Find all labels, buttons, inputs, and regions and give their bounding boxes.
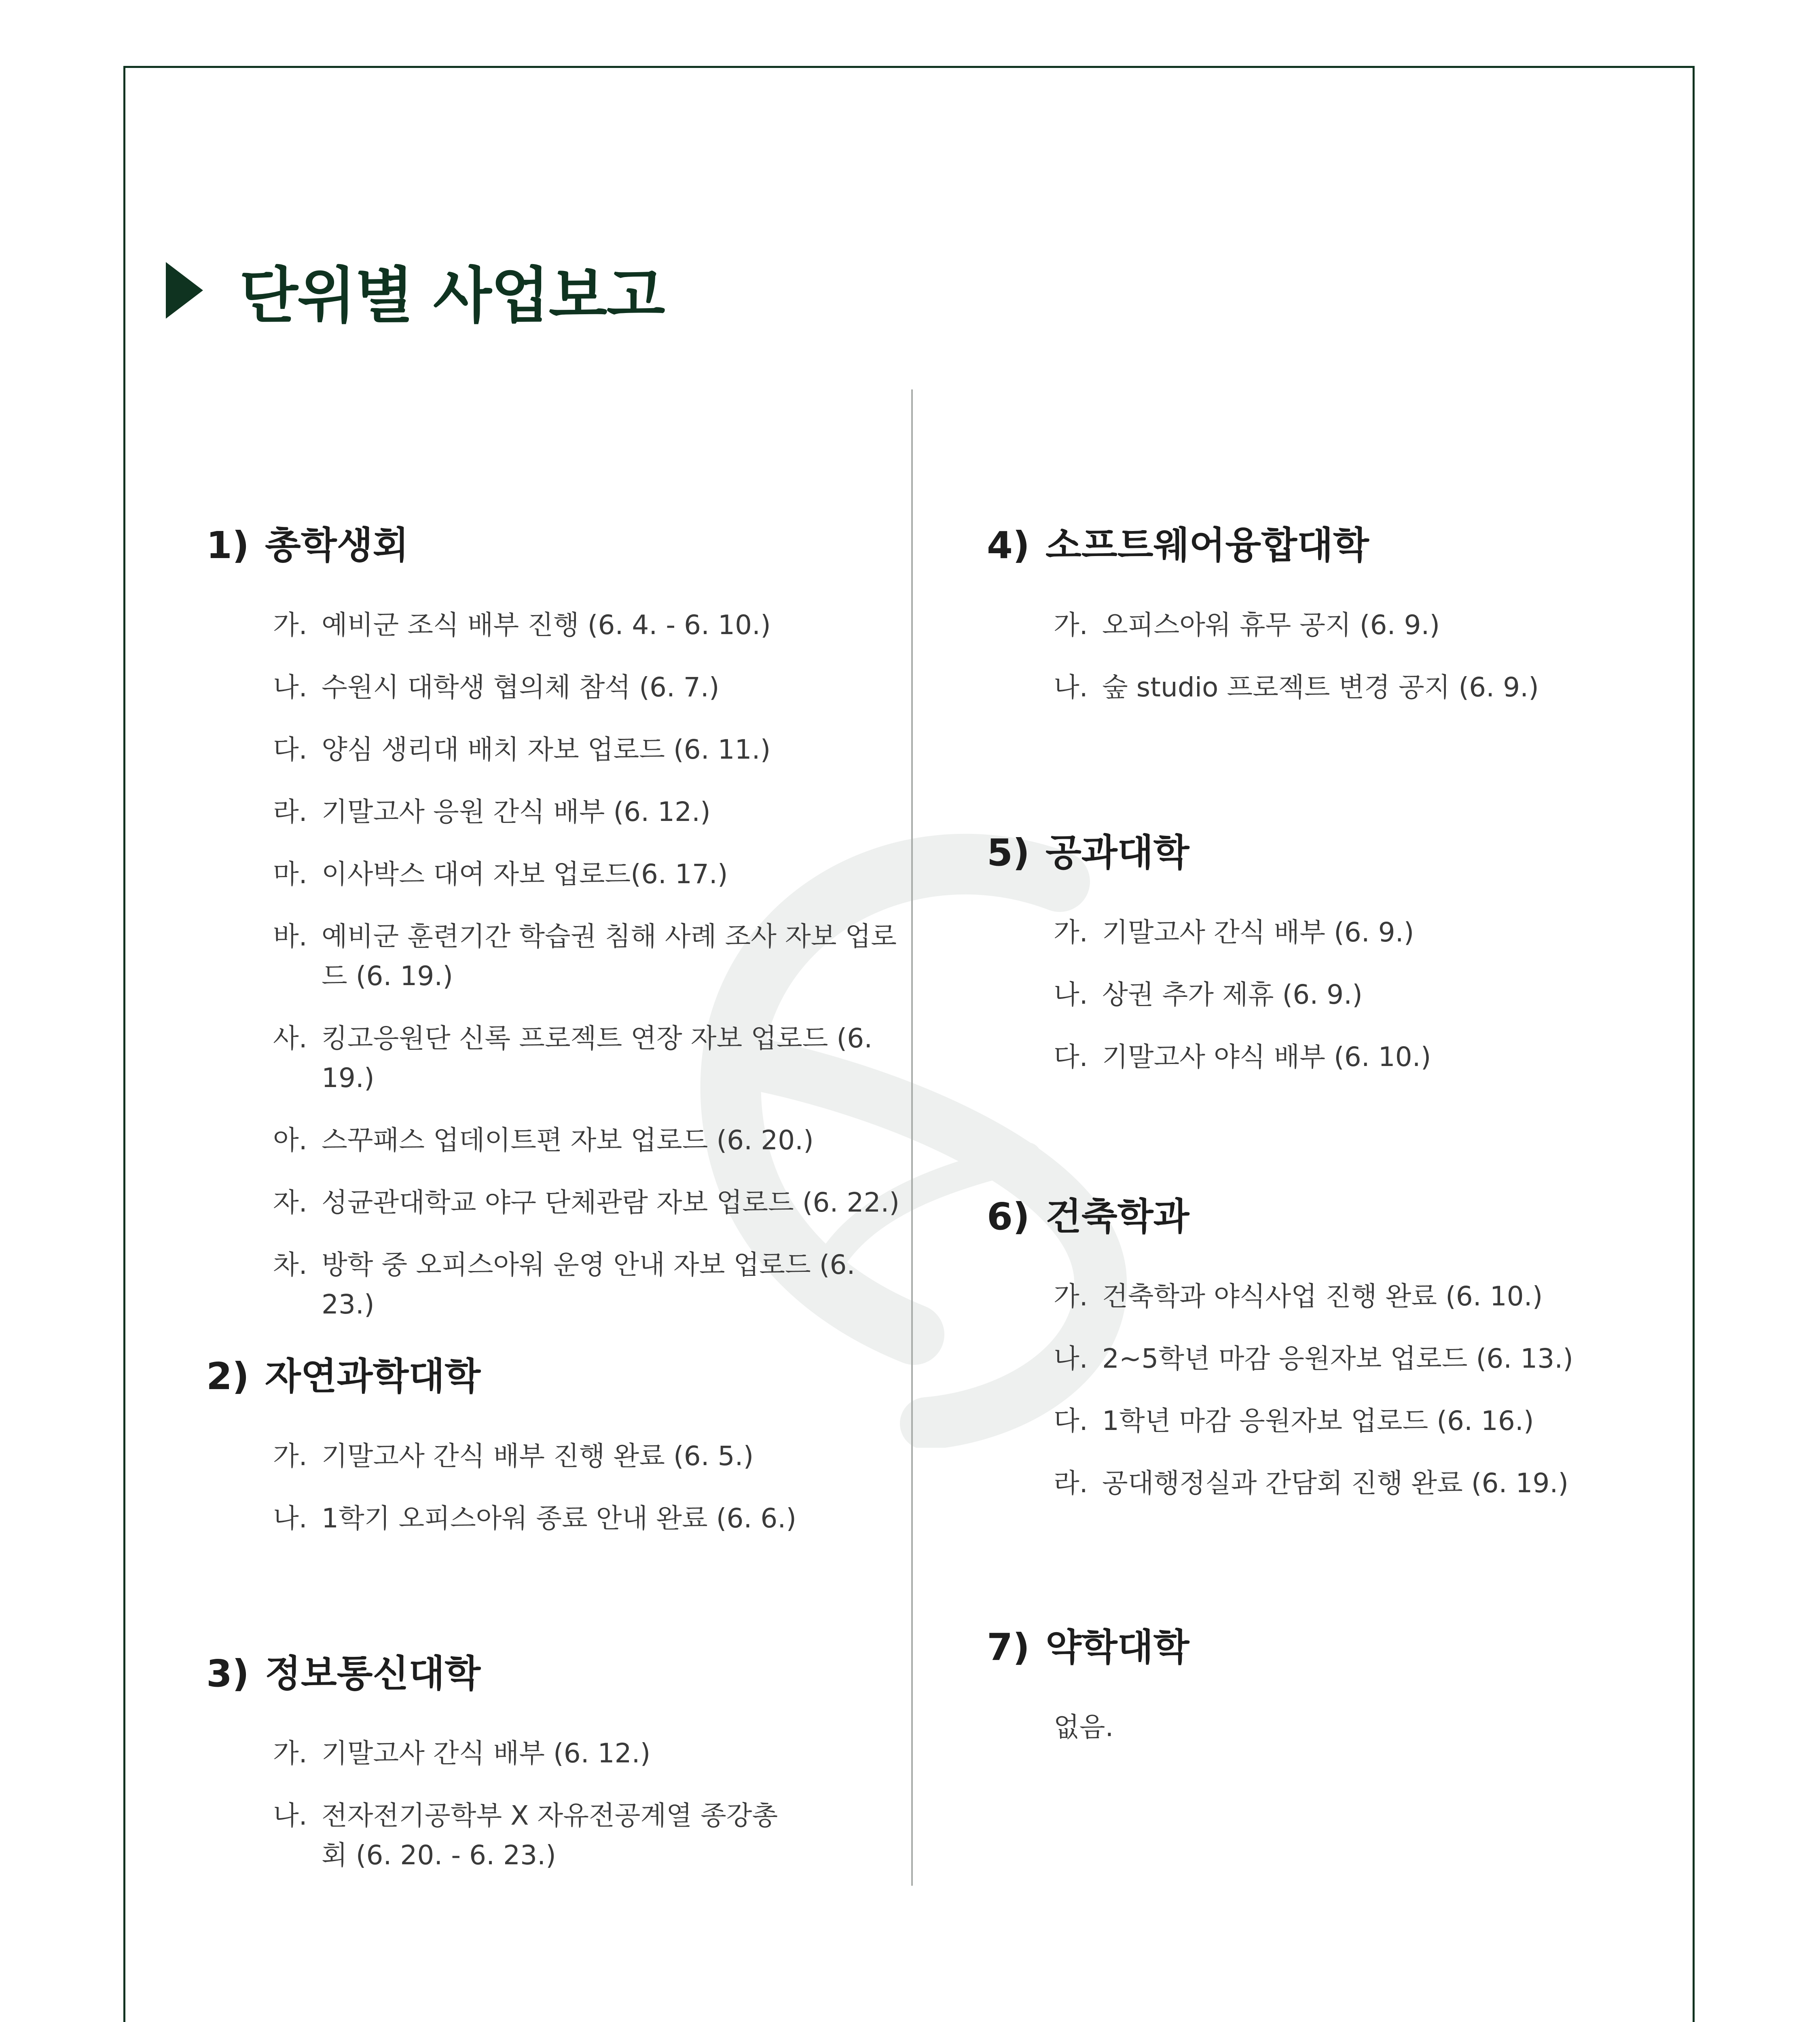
item-text: 킹고응원단 신록 프로젝트 연장 자보 업로드 (6. 19.) [322, 1023, 873, 1093]
section-ict [206, 1644, 906, 1875]
column-divider [911, 389, 913, 1886]
item-text: 전자전기공학부 X 자유전공계열 종강총회 (6. 20. - 6. 23.) [322, 1800, 778, 1871]
section-name: 정보통신대학 [265, 1652, 481, 1695]
section-number: 4) [987, 524, 1030, 567]
item-text: 방학 중 오피스아워 운영 안내 자보 업로드 (6. 23.) [322, 1249, 855, 1320]
section-heading [987, 1618, 1666, 1671]
list-item [1054, 668, 1666, 707]
item-list [273, 605, 906, 1324]
item-marker: 가. [1054, 609, 1088, 641]
list-item [1054, 1037, 1666, 1077]
item-text: 기말고사 간식 배부 (6. 12.) [322, 1738, 651, 1769]
item-list [273, 1734, 799, 1875]
item-list [273, 1436, 906, 1538]
item-marker: 라. [273, 796, 307, 827]
section-number: 5) [987, 831, 1030, 874]
section-name: 소프트웨어융합대학 [1045, 524, 1369, 567]
item-text: 수원시 대학생 협의체 참석 (6. 7.) [322, 672, 720, 703]
item-text: 기말고사 간식 배부 진행 완료 (6. 5.) [322, 1440, 754, 1472]
list-item [273, 1796, 799, 1875]
section-heading [987, 823, 1666, 876]
item-text: 2~5학년 마감 응원자보 업로드 (6. 13.) [1102, 1343, 1573, 1374]
item-marker: 자. [273, 1187, 307, 1218]
list-item [273, 1436, 906, 1476]
page-title: 단위별 사업보고 [239, 261, 665, 331]
item-marker: 다. [1054, 1041, 1088, 1072]
list-item [273, 792, 906, 832]
section-name: 건축학과 [1045, 1195, 1189, 1238]
item-text: 예비군 훈련기간 학습권 침해 사례 조사 자보 업로드 (6. 19.) [322, 921, 897, 992]
item-marker: 마. [273, 859, 307, 890]
section-number: 7) [987, 1626, 1030, 1669]
list-item [1054, 1464, 1666, 1503]
list-item [273, 730, 906, 770]
list-item [273, 854, 906, 894]
list-item [273, 1019, 906, 1098]
item-marker: 가. [273, 609, 307, 641]
item-text: 건축학과 야식사업 진행 완료 (6. 10.) [1102, 1281, 1543, 1312]
item-text: 양심 생리대 배치 자보 업로드 (6. 11.) [322, 734, 771, 765]
list-item [273, 1499, 906, 1538]
section-heading [206, 1347, 906, 1400]
item-text: 오피스아워 휴무 공지 (6. 9.) [1102, 609, 1440, 641]
item-marker: 가. [273, 1738, 307, 1769]
item-text: 스꾸패스 업데이트편 자보 업로드 (6. 20.) [322, 1125, 814, 1156]
section-number: 2) [206, 1355, 250, 1398]
list-item [273, 668, 906, 707]
list-item [273, 917, 906, 996]
item-marker: 나. [273, 1800, 307, 1831]
section-name: 자연과학대학 [265, 1355, 481, 1398]
item-text: 기말고사 간식 배부 (6. 9.) [1102, 917, 1414, 948]
section-architecture [987, 1187, 1666, 1503]
item-text: 숲 studio 프로젝트 변경 공지 (6. 9.) [1102, 672, 1539, 703]
item-marker: 나. [273, 1503, 307, 1534]
section-engineering [987, 823, 1666, 1077]
section-heading [206, 1644, 906, 1697]
item-list [1054, 605, 1666, 707]
item-marker: 라. [1054, 1468, 1088, 1499]
section-software [987, 516, 1666, 707]
item-text: 성균관대학교 야구 단체관람 자보 업로드 (6. 22.) [322, 1187, 900, 1218]
item-marker: 사. [273, 1023, 307, 1054]
item-marker: 가. [1054, 1281, 1088, 1312]
item-marker: 가. [273, 1440, 307, 1472]
item-list [1054, 913, 1666, 1077]
list-item [1054, 605, 1666, 645]
section-natural-sciences [206, 1347, 906, 1538]
section-name: 공과대학 [1045, 831, 1189, 874]
item-marker: 가. [1054, 917, 1088, 948]
section-name: 약학대학 [1045, 1626, 1189, 1669]
item-list [1054, 1277, 1666, 1503]
item-text: 상권 추가 제휴 (6. 9.) [1102, 979, 1363, 1010]
list-item [273, 1121, 906, 1160]
list-item [273, 1183, 906, 1223]
list-item [1054, 913, 1666, 952]
section-student-council [206, 516, 906, 1324]
item-marker: 나. [1054, 672, 1088, 703]
item-marker: 차. [273, 1249, 307, 1280]
section-number: 6) [987, 1195, 1030, 1238]
section-number: 3) [206, 1652, 250, 1695]
list-item [1054, 1401, 1666, 1441]
play-triangle-icon [166, 262, 203, 319]
page-header [166, 247, 665, 334]
list-item [273, 1734, 799, 1773]
item-marker: 나. [1054, 1343, 1088, 1374]
empty-note: 없음. [1054, 1711, 1114, 1743]
section-heading [206, 516, 906, 569]
item-text: 기말고사 야식 배부 (6. 10.) [1102, 1041, 1431, 1072]
list-item [1054, 1339, 1666, 1379]
item-text: 1학년 마감 응원자보 업로드 (6. 16.) [1102, 1405, 1534, 1436]
item-text: 1학기 오피스아워 종료 안내 완료 (6. 6.) [322, 1503, 797, 1534]
list-item [1054, 1277, 1666, 1316]
item-marker: 아. [273, 1125, 307, 1156]
item-marker: 나. [273, 672, 307, 703]
item-text: 공대행정실과 간담회 진행 완료 (6. 19.) [1102, 1468, 1569, 1499]
item-text: 기말고사 응원 간식 배부 (6. 12.) [322, 796, 711, 827]
list-item [1054, 975, 1666, 1015]
list-item [273, 1245, 906, 1324]
item-marker: 다. [1054, 1405, 1088, 1436]
section-pharmacy [987, 1618, 1666, 1747]
section-name: 총학생회 [265, 524, 409, 567]
section-heading [987, 516, 1666, 569]
item-marker: 다. [273, 734, 307, 765]
item-text: 이사박스 대여 자보 업로드(6. 17.) [322, 859, 728, 890]
item-marker: 나. [1054, 979, 1088, 1010]
item-text: 예비군 조식 배부 진행 (6. 4. - 6. 10.) [322, 609, 771, 641]
list-item [273, 605, 906, 645]
section-heading [987, 1187, 1666, 1240]
section-number: 1) [206, 524, 250, 567]
item-marker: 바. [273, 921, 307, 952]
